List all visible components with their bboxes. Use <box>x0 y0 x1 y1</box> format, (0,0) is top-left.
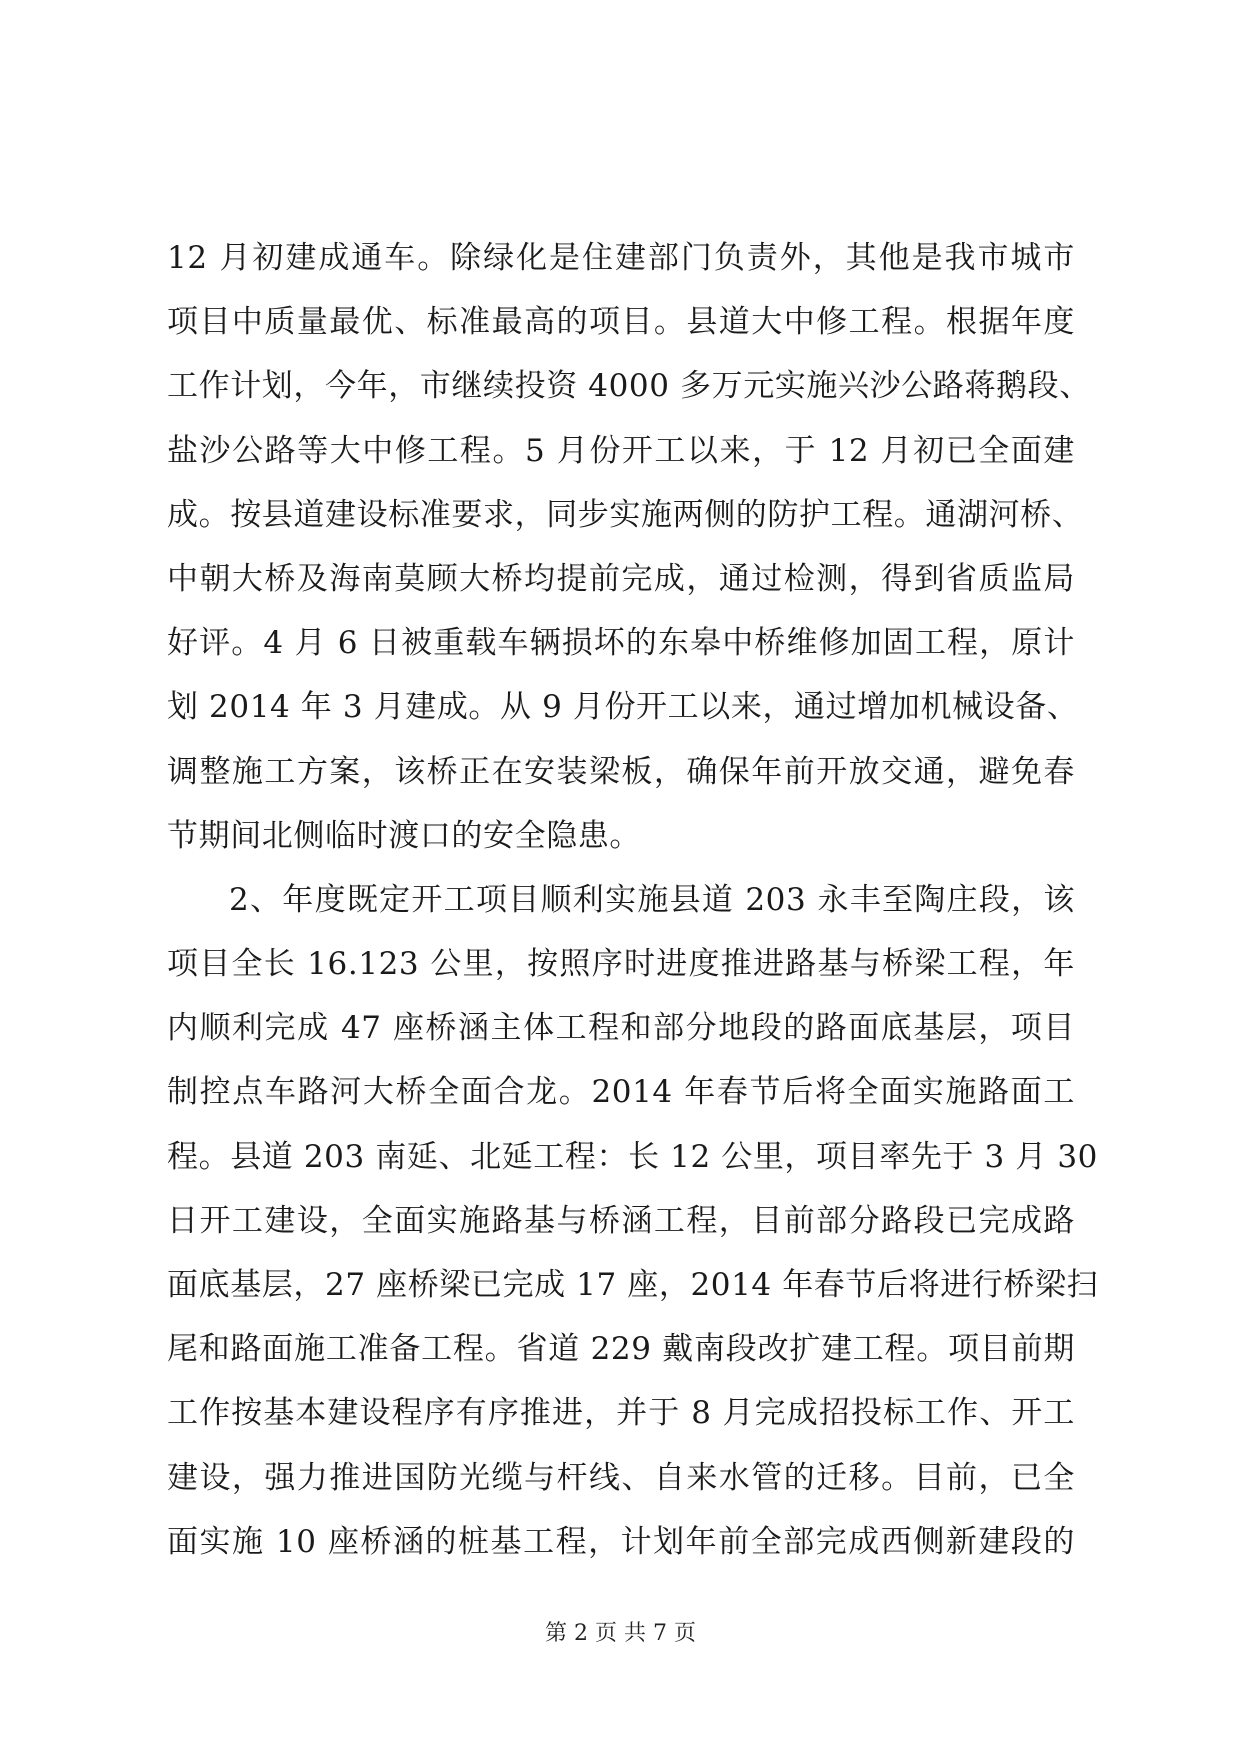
paragraph-1 <box>167 226 1091 868</box>
text-line: 12 月初建成通车。除绿化是住建部门负责外，其他是我市城市 <box>167 240 1075 276</box>
text-line: 工作计划，今年，市继续投资 4000 多万元实施兴沙公路蒋鹅段、 <box>167 368 1091 405</box>
text-line: 建设，强力推进国防光缆与杆线、自来水管的迁移。目前，已全 <box>167 1459 1075 1496</box>
text-line: 2、年度既定开工项目顺利实施县道 203 永丰至陶庄段，该 <box>229 881 1075 918</box>
text-line: 好评。4 月 6 日被重载车辆损坏的东皋中桥维修加固工程，原计 <box>167 625 1075 662</box>
text-line: 中朝大桥及海南莫顾大桥均提前完成，通过检测，得到省质监局 <box>167 560 1075 597</box>
text-line: 内顺利完成 47 座桥涵主体工程和部分地段的路面底基层，项目 <box>167 1010 1075 1047</box>
text-line: 工作按基本建设程序有序推进，并于 8 月完成招投标工作、开工 <box>167 1395 1075 1432</box>
text-line: 划 2014 年 3 月建成。从 9 月份开工以来，通过增加机械设备、 <box>167 689 1079 726</box>
text-line: 项目中质量最优、标准最高的项目。县道大中修工程。根据年度 <box>167 304 1075 341</box>
text-line: 程。县道 203 南延、北延工程：长 12 公里，项目率先于 3 月 30 <box>167 1138 1098 1175</box>
document-body <box>167 226 1099 1574</box>
text-line: 制控点车路河大桥全面合龙。2014 年春节后将全面实施路面工 <box>167 1074 1075 1111</box>
text-line: 面实施 10 座桥涵的桩基工程，计划年前全部完成西侧新建段的 <box>167 1523 1075 1560</box>
text-line: 尾和路面施工准备工程。省道 229 戴南段改扩建工程。项目前期 <box>167 1331 1075 1368</box>
paragraph-2 <box>167 868 1099 1574</box>
text-line: 盐沙公路等大中修工程。5 月份开工以来，于 12 月初已全面建 <box>167 432 1075 469</box>
text-line: 日开工建设，全面实施路基与桥涵工程，目前部分路段已完成路 <box>167 1202 1075 1239</box>
text-line: 节期间北侧临时渡口的安全隐患。 <box>167 817 641 854</box>
page-number-footer: 第 2 页 共 7 页 <box>545 1621 696 1646</box>
text-line: 成。按县道建设标准要求，同步实施两侧的防护工程。通湖河桥、 <box>167 496 1084 533</box>
text-line: 调整施工方案，该桥正在安装梁板，确保年前开放交通，避免春 <box>167 753 1075 790</box>
text-line: 项目全长 16.123 公里，按照序时进度推进路基与桥梁工程，年 <box>167 946 1075 983</box>
text-line: 面底基层，27 座桥梁已完成 17 座，2014 年春节后将进行桥梁扫 <box>167 1267 1099 1303</box>
